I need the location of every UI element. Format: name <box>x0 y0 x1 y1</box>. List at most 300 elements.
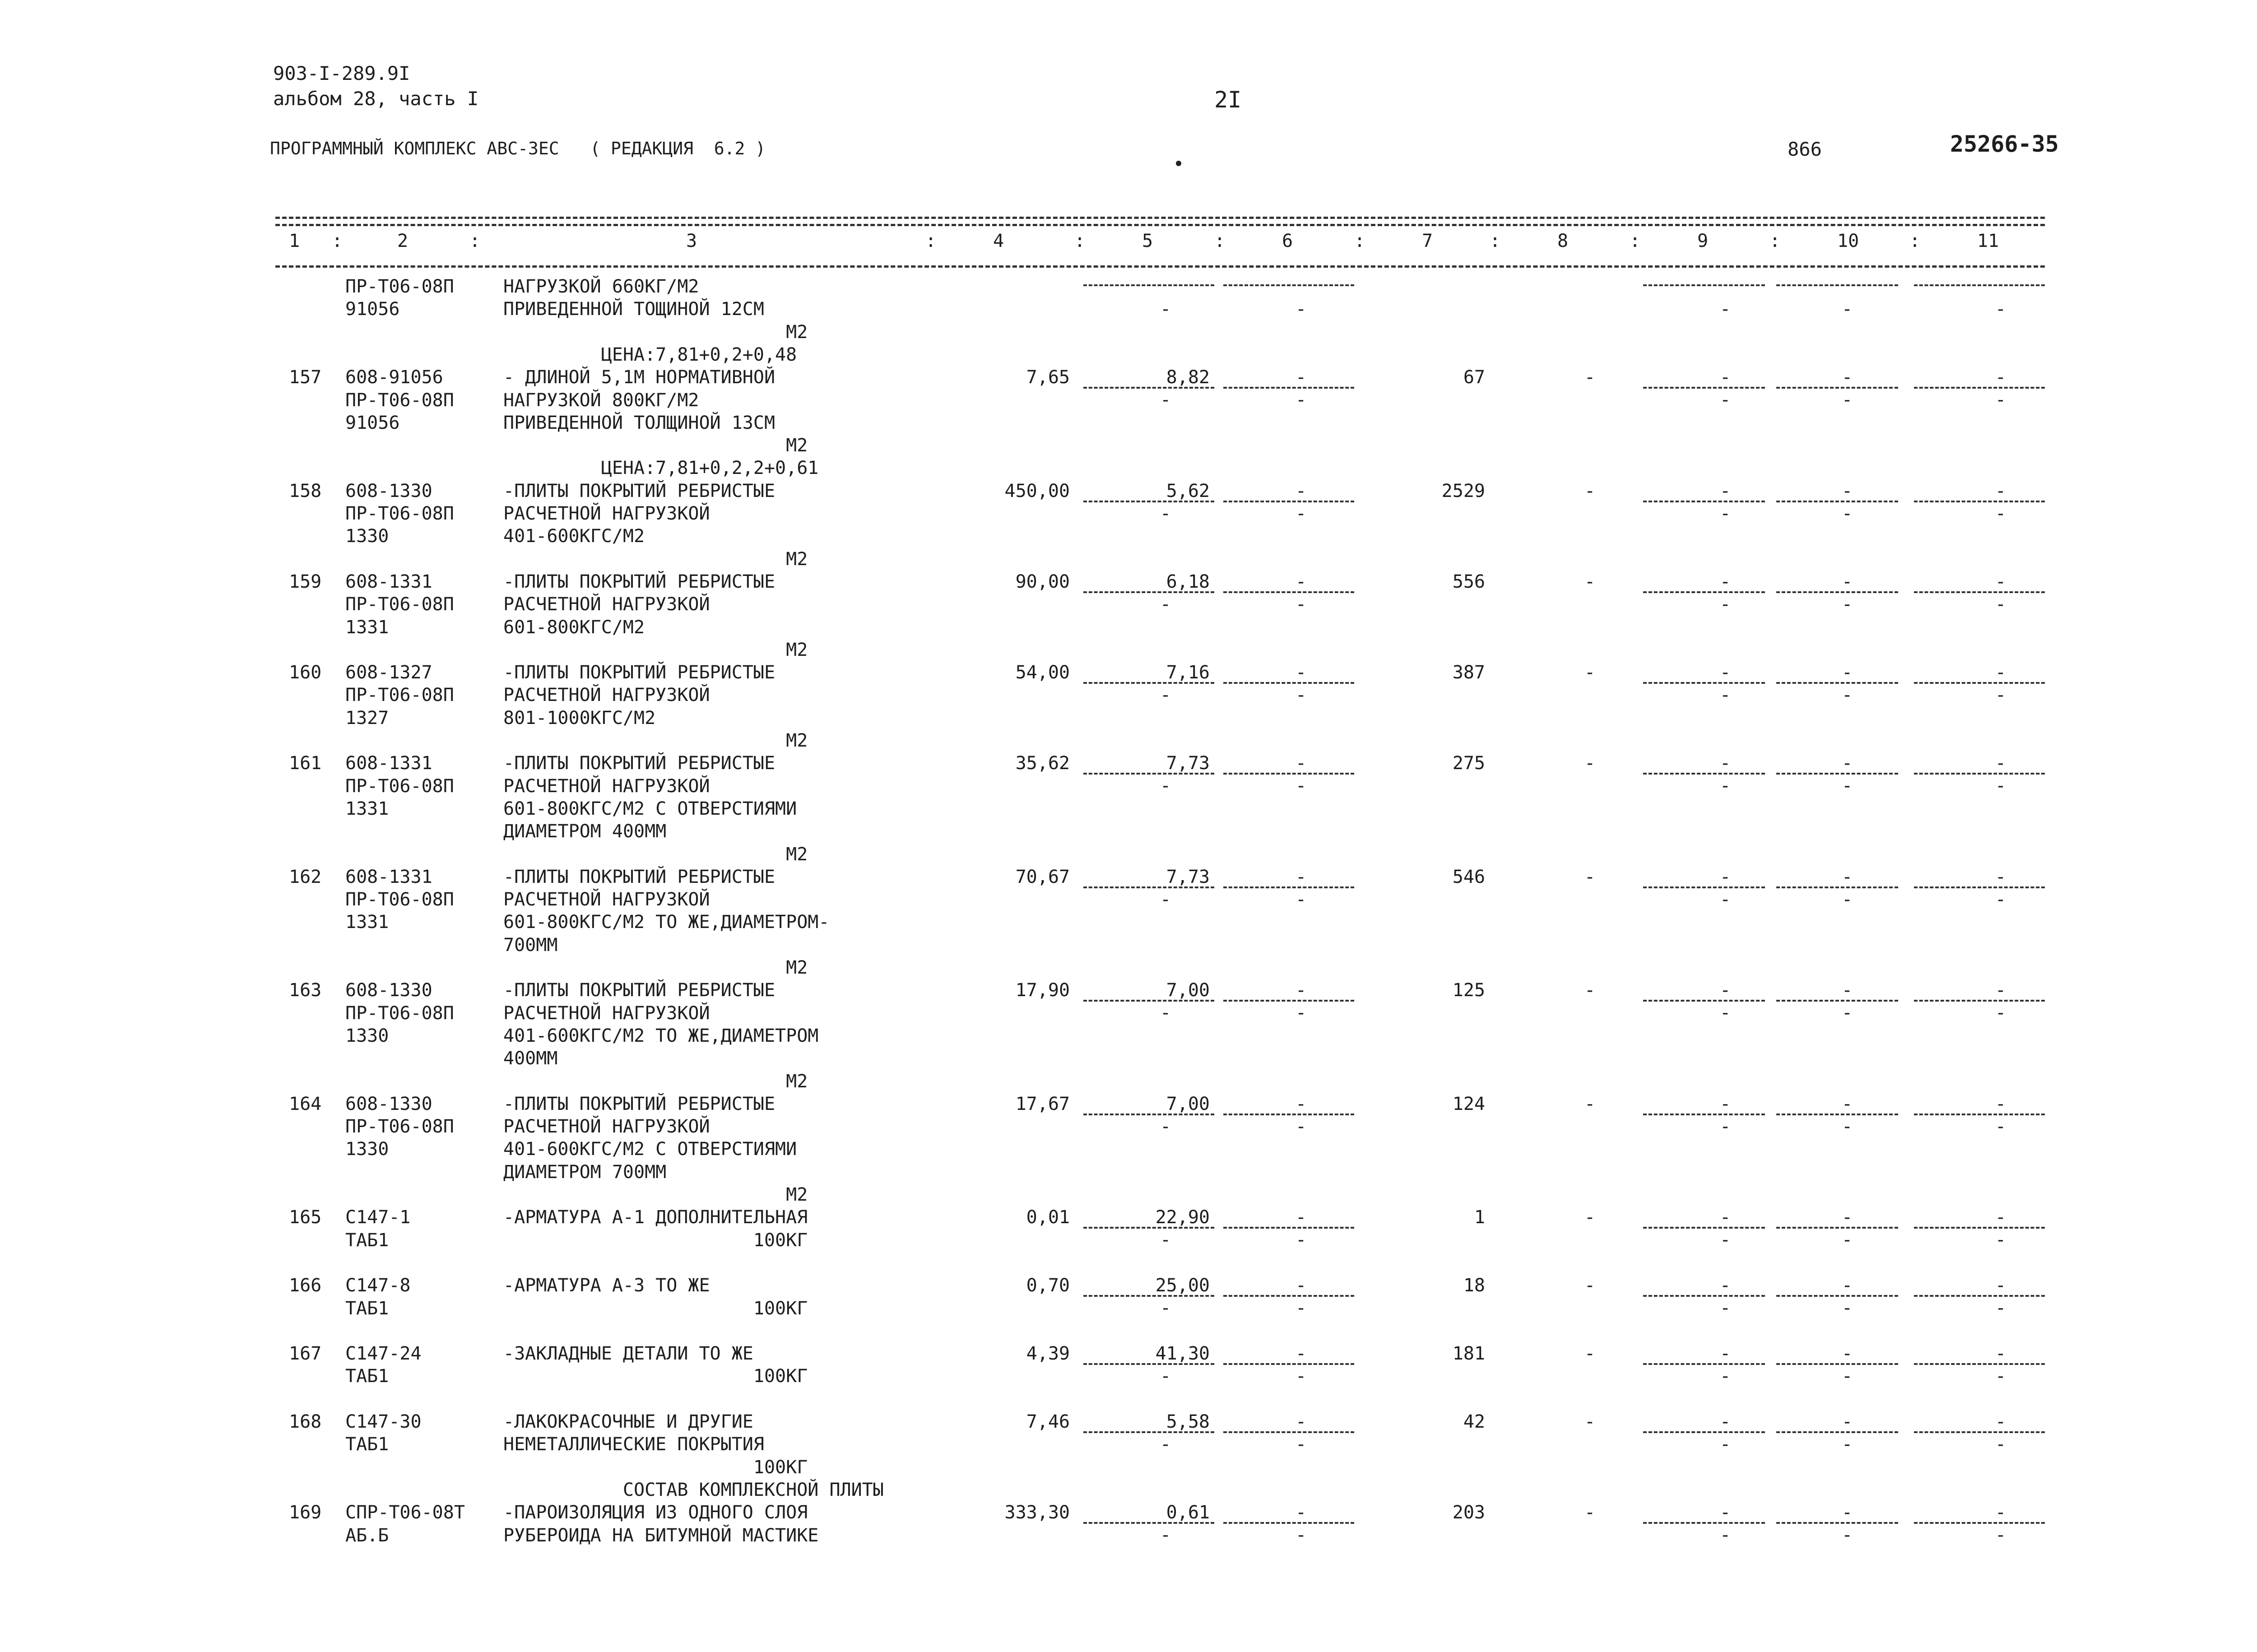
subtotal-rule <box>1643 284 1765 286</box>
row-number: 167 <box>289 1343 322 1364</box>
resource-description: 100КГ <box>503 1230 808 1251</box>
resource-code: 608-91056 <box>345 367 443 388</box>
sheet-code: 25266-35 <box>1950 131 2059 157</box>
subtotal-rule <box>1643 1227 1765 1229</box>
resource-code: 608-1331 <box>345 571 432 592</box>
row-number: 166 <box>289 1275 322 1296</box>
dash-mark: - <box>1720 1434 1731 1455</box>
dash-mark: - <box>1296 1230 1307 1251</box>
column-header-8: 8 <box>1557 231 1569 251</box>
column-header-5: 5 <box>1142 231 1153 251</box>
subtotal-rule <box>1643 387 1765 389</box>
column-8-value: - <box>1584 1502 1596 1523</box>
total-cost-value: 2529 <box>1441 481 1485 501</box>
dash-mark: - <box>1720 390 1731 411</box>
dash-mark: - <box>1720 594 1731 615</box>
dash-mark: - <box>1995 685 2006 706</box>
row-number: 163 <box>289 980 322 1001</box>
resource-code: ТАБ1 <box>345 1434 389 1455</box>
column-separator: : <box>1769 231 1781 251</box>
dash-mark: - <box>1160 594 1171 615</box>
resource-description: РАСЧЕТНОЙ НАГРУЗКОЙ <box>503 1116 710 1137</box>
resource-code: 608-1331 <box>345 753 432 774</box>
dash-mark: - <box>1720 1230 1731 1251</box>
resource-description: 100КГ <box>503 1366 808 1387</box>
column-separator: : <box>925 231 937 251</box>
column-separator: : <box>1490 231 1501 251</box>
subtotal-rule <box>1776 1000 1898 1002</box>
resource-description: М2 <box>503 435 808 456</box>
dash-mark: - <box>1995 1525 2006 1546</box>
resource-description: РАСЧЕТНОЙ НАГРУЗКОЙ <box>503 776 710 797</box>
resource-description: М2 <box>503 730 808 751</box>
resource-code: 91056 <box>345 299 400 320</box>
resource-code: ПР-Т06-08П <box>345 889 454 910</box>
row-number: 159 <box>289 571 322 592</box>
dash-mark: - <box>1296 1116 1307 1137</box>
dash-mark: - <box>1160 1230 1171 1251</box>
subtotal-rule <box>1776 591 1898 593</box>
dash-mark: - <box>1720 367 1731 388</box>
resource-code: ПР-Т06-08П <box>345 1116 454 1137</box>
dash-mark: - <box>1995 867 2006 887</box>
column-separator: : <box>1074 231 1086 251</box>
header-bottom-rule <box>275 265 2045 268</box>
resource-description: 100КГ <box>503 1298 808 1319</box>
resource-code: С147-1 <box>345 1207 411 1228</box>
dash-mark: - <box>1842 1002 1853 1024</box>
dash-mark: - <box>1842 1298 1853 1319</box>
subtotal-rule <box>1914 1114 2045 1115</box>
subtotal-rule <box>1083 1295 1214 1297</box>
quantity-value: 54,00 <box>1015 662 1070 683</box>
quantity-value: 17,90 <box>1015 980 1070 1001</box>
subtotal-rule <box>1223 682 1354 684</box>
dash-mark: - <box>1995 1502 2006 1523</box>
column-6-value: - <box>1296 753 1307 774</box>
dash-mark: - <box>1842 367 1853 388</box>
column-8-value: - <box>1584 367 1596 388</box>
subtotal-rule <box>1914 886 2045 888</box>
dash-mark: - <box>1160 299 1171 320</box>
resource-description: 700ММ <box>503 935 558 956</box>
dash-mark: - <box>1720 1275 1731 1296</box>
resource-code: 1330 <box>345 526 389 547</box>
column-6-value: - <box>1296 1207 1307 1228</box>
dash-mark: - <box>1842 1366 1853 1387</box>
column-8-value: - <box>1584 481 1596 501</box>
resource-description: 400ММ <box>503 1048 558 1069</box>
subtotal-rule <box>1223 1227 1354 1229</box>
total-cost-value: 67 <box>1463 367 1485 388</box>
unit-price-value: 22,90 <box>1155 1207 1210 1228</box>
quantity-value: 0,70 <box>1026 1275 1070 1296</box>
dash-mark: - <box>1995 1411 2006 1432</box>
resource-description: РАСЧЕТНОЙ НАГРУЗКОЙ <box>503 594 710 615</box>
subtotal-rule <box>1643 682 1765 684</box>
dash-mark: - <box>1842 1502 1853 1523</box>
dash-mark: - <box>1842 1434 1853 1455</box>
column-8-value: - <box>1584 867 1596 887</box>
quantity-value: 0,01 <box>1026 1207 1070 1228</box>
subtotal-rule <box>1776 1114 1898 1115</box>
resource-code: ПР-Т06-08П <box>345 685 454 705</box>
column-header-11: 11 <box>1977 231 1999 251</box>
dash-mark: - <box>1296 503 1307 524</box>
total-cost-value: 275 <box>1452 753 1485 774</box>
dash-mark: - <box>1160 775 1171 797</box>
dash-mark: - <box>1995 1343 2006 1364</box>
resource-description: 100КГ <box>503 1457 808 1478</box>
subtotal-rule <box>1914 1363 2045 1365</box>
dash-mark: - <box>1160 1116 1171 1137</box>
dash-mark: - <box>1842 1525 1853 1546</box>
column-8-value: - <box>1584 571 1596 592</box>
subtotal-rule <box>1643 1114 1765 1115</box>
dash-mark: - <box>1995 299 2006 320</box>
dash-mark: - <box>1296 889 1307 910</box>
subtotal-rule <box>1776 387 1898 389</box>
dash-mark: - <box>1720 1298 1731 1319</box>
dash-mark: - <box>1995 1230 2006 1251</box>
column-header-2: 2 <box>397 231 409 251</box>
subtotal-rule <box>1643 591 1765 593</box>
subtotal-rule <box>1643 886 1765 888</box>
subtotal-rule <box>1776 1363 1898 1365</box>
resource-description: -ПЛИТЫ ПОКРЫТИЙ РЕБРИСТЫЕ <box>503 481 776 501</box>
unit-price-value: 25,00 <box>1155 1275 1210 1296</box>
quantity-value: 450,00 <box>1004 481 1070 501</box>
dash-mark: - <box>1296 1298 1307 1319</box>
resource-description: -ПЛИТЫ ПОКРЫТИЙ РЕБРИСТЫЕ <box>503 571 776 592</box>
subtotal-rule <box>1776 1227 1898 1229</box>
dash-mark: - <box>1720 1094 1731 1114</box>
quantity-value: 17,67 <box>1015 1094 1070 1114</box>
resource-code: ТАБ1 <box>345 1366 389 1387</box>
dash-mark: - <box>1296 1002 1307 1024</box>
dash-mark: - <box>1720 662 1731 683</box>
column-separator: : <box>1214 231 1226 251</box>
subtotal-rule <box>1223 1000 1354 1002</box>
dash-mark: - <box>1296 299 1307 320</box>
subtotal-rule <box>1083 682 1214 684</box>
dash-mark: - <box>1296 775 1307 797</box>
row-number: 169 <box>289 1502 322 1523</box>
unit-price-value: 0,61 <box>1166 1502 1210 1523</box>
dash-mark: - <box>1842 1343 1853 1364</box>
dash-mark: - <box>1720 481 1731 501</box>
subtotal-rule <box>1223 886 1354 888</box>
dash-mark: - <box>1720 980 1731 1001</box>
dash-mark: - <box>1842 685 1853 706</box>
subtotal-rule <box>1643 1000 1765 1002</box>
column-8-value: - <box>1584 1411 1596 1432</box>
dash-mark: - <box>1842 1411 1853 1432</box>
column-header-1: 1 <box>289 231 300 251</box>
subtotal-rule <box>1914 1295 2045 1297</box>
row-number: 162 <box>289 867 322 887</box>
dash-mark: - <box>1160 503 1171 524</box>
row-number: 161 <box>289 753 322 774</box>
subtotal-rule <box>1776 886 1898 888</box>
dash-mark: - <box>1995 753 2006 774</box>
dash-mark: - <box>1842 481 1853 501</box>
subtotal-rule <box>1223 773 1354 775</box>
dash-mark: - <box>1995 503 2006 524</box>
column-header-9: 9 <box>1697 231 1709 251</box>
column-8-value: - <box>1584 1275 1596 1296</box>
resource-description: -АРМАТУРА А-1 ДОПОЛНИТЕЛЬНАЯ <box>503 1207 808 1228</box>
dash-mark: - <box>1995 1002 2006 1024</box>
dash-mark: - <box>1720 1502 1731 1523</box>
total-cost-value: 125 <box>1452 980 1485 1001</box>
resource-code: ТАБ1 <box>345 1298 389 1319</box>
quantity-value: 90,00 <box>1015 571 1070 592</box>
dash-mark: - <box>1720 571 1731 592</box>
dash-mark: - <box>1995 662 2006 683</box>
resource-code: 608-1331 <box>345 867 432 887</box>
dash-mark: - <box>1296 1525 1307 1546</box>
resource-description: -ПЛИТЫ ПОКРЫТИЙ РЕБРИСТЫЕ <box>503 753 776 774</box>
resource-description: 401-600КГС/М2 С ОТВЕРСТИЯМИ <box>503 1139 797 1160</box>
code-866: 866 <box>1788 138 1822 160</box>
resource-description: -ПАРОИЗОЛЯЦИЯ ИЗ ОДНОГО СЛОЯ <box>503 1502 808 1523</box>
column-6-value: - <box>1296 481 1307 501</box>
subtotal-rule <box>1223 1114 1354 1115</box>
column-8-value: - <box>1584 1094 1596 1114</box>
dash-mark: - <box>1842 1116 1853 1137</box>
resource-description: 401-600КГС/М2 ТО ЖЕ,ДИАМЕТРОМ <box>503 1026 819 1046</box>
resource-code: ПР-Т06-08П <box>345 776 454 797</box>
dash-mark: - <box>1995 775 2006 797</box>
subtotal-rule <box>1223 1431 1354 1433</box>
total-cost-value: 546 <box>1452 867 1485 887</box>
column-8-value: - <box>1584 662 1596 683</box>
resource-code: ПР-Т06-08П <box>345 594 454 615</box>
resource-description: НАГРУЗКОЙ 800КГ/М2 <box>503 390 699 411</box>
table-top-rule-2 <box>275 224 2045 226</box>
column-6-value: - <box>1296 571 1307 592</box>
dash-mark: - <box>1842 753 1853 774</box>
dash-mark: - <box>1160 1002 1171 1024</box>
resource-code: СПР-Т06-08Т <box>345 1502 465 1523</box>
subtotal-rule <box>1914 1522 2045 1524</box>
dash-mark: - <box>1842 889 1853 910</box>
resource-description: М2 <box>503 844 808 865</box>
dash-mark: - <box>1842 662 1853 683</box>
subtotal-rule <box>1083 387 1214 389</box>
column-6-value: - <box>1296 1502 1307 1523</box>
dash-mark: - <box>1842 980 1853 1001</box>
dash-mark: - <box>1720 685 1731 706</box>
resource-description: ЦЕНА:7,81+0,2,2+0,61 <box>503 458 819 478</box>
column-header-7: 7 <box>1422 231 1433 251</box>
dash-mark: - <box>1842 571 1853 592</box>
resource-code: 608-1330 <box>345 1094 432 1114</box>
row-number: 158 <box>289 481 322 501</box>
resource-code: ПР-Т06-08П <box>345 276 454 297</box>
dash-mark: - <box>1842 594 1853 615</box>
dash-mark: - <box>1296 390 1307 411</box>
album-label: альбом 28, часть I <box>273 88 479 110</box>
subtotal-rule <box>1914 1431 2045 1433</box>
subtotal-rule <box>1083 1431 1214 1433</box>
unit-price-value: 7,73 <box>1166 867 1210 887</box>
subtotal-rule <box>1914 773 2045 775</box>
column-separator: : <box>1354 231 1365 251</box>
resource-code: 1331 <box>345 617 389 638</box>
resource-description: СОСТАВ КОМПЛЕКСНОЙ ПЛИТЫ <box>503 1480 884 1500</box>
resource-description: 601-800КГС/М2 ТО ЖЕ,ДИАМЕТРОМ- <box>503 912 830 933</box>
total-cost-value: 556 <box>1452 571 1485 592</box>
dash-mark: - <box>1995 1434 2006 1455</box>
subtotal-rule <box>1643 1295 1765 1297</box>
resource-description: РАСЧЕТНОЙ НАГРУЗКОЙ <box>503 503 710 524</box>
resource-description: ЦЕНА:7,81+0,2+0,48 <box>503 344 797 365</box>
resource-description: ПРИВЕДЕННОЙ ТОЩИНОЙ 12СМ <box>503 299 764 320</box>
subtotal-rule <box>1776 682 1898 684</box>
resource-description: ДИАМЕТРОМ 400ММ <box>503 821 667 842</box>
resource-description: -ПЛИТЫ ПОКРЫТИЙ РЕБРИСТЫЕ <box>503 1094 776 1114</box>
subtotal-rule <box>1223 591 1354 593</box>
resource-description: -АРМАТУРА А-3 ТО ЖЕ <box>503 1275 710 1296</box>
subtotal-rule <box>1083 1363 1214 1365</box>
resource-description: РАСЧЕТНОЙ НАГРУЗКОЙ <box>503 889 710 910</box>
resource-code: 91056 <box>345 413 400 433</box>
resource-description: -ПЛИТЫ ПОКРЫТИЙ РЕБРИСТЫЕ <box>503 867 776 887</box>
unit-price-value: 8,82 <box>1166 367 1210 388</box>
unit-price-value: 7,73 <box>1166 753 1210 774</box>
resource-code: ТАБ1 <box>345 1230 389 1251</box>
unit-price-value: 5,58 <box>1166 1411 1210 1432</box>
resource-description: М2 <box>503 549 808 570</box>
dash-mark: - <box>1995 980 2006 1001</box>
resource-description: -ПЛИТЫ ПОКРЫТИЙ РЕБРИСТЫЕ <box>503 980 776 1001</box>
resource-description: ДИАМЕТРОМ 700ММ <box>503 1162 667 1183</box>
subtotal-rule <box>1083 1000 1214 1002</box>
subtotal-rule <box>1776 501 1898 502</box>
dash-mark: - <box>1296 1366 1307 1387</box>
dash-mark: - <box>1160 685 1171 706</box>
quantity-value: 333,30 <box>1004 1502 1070 1523</box>
subtotal-rule <box>1083 1114 1214 1115</box>
resource-description: РАСЧЕТНОЙ НАГРУЗКОЙ <box>503 685 710 705</box>
column-6-value: - <box>1296 1343 1307 1364</box>
dash-mark: - <box>1160 1434 1171 1455</box>
unit-price-value: 7,00 <box>1166 1094 1210 1114</box>
dash-mark: - <box>1995 889 2006 910</box>
total-cost-value: 181 <box>1452 1343 1485 1364</box>
subtotal-rule <box>1776 773 1898 775</box>
column-6-value: - <box>1296 867 1307 887</box>
resource-description: М2 <box>503 1071 808 1092</box>
dash-mark: - <box>1995 367 2006 388</box>
dash-mark: - <box>1720 1343 1731 1364</box>
resource-code: 608-1330 <box>345 481 432 501</box>
resource-code: 1331 <box>345 798 389 819</box>
resource-description: -ЗАКЛАДНЫЕ ДЕТАЛИ ТО ЖЕ <box>503 1343 753 1364</box>
total-cost-value: 18 <box>1463 1275 1485 1296</box>
quantity-value: 35,62 <box>1015 753 1070 774</box>
subtotal-rule <box>1083 284 1214 286</box>
subtotal-rule <box>1643 773 1765 775</box>
row-number: 160 <box>289 662 322 683</box>
row-number: 164 <box>289 1094 322 1114</box>
dash-mark: - <box>1995 390 2006 411</box>
column-separator: : <box>1630 231 1641 251</box>
total-cost-value: 124 <box>1452 1094 1485 1114</box>
resource-description: 601-800КГС/М2 С ОТВЕРСТИЯМИ <box>503 798 797 819</box>
dash-mark: - <box>1842 299 1853 320</box>
subtotal-rule <box>1914 682 2045 684</box>
resource-description: М2 <box>503 957 808 978</box>
unit-price-value: 5,62 <box>1166 481 1210 501</box>
column-6-value: - <box>1296 1411 1307 1432</box>
subtotal-rule <box>1776 1431 1898 1433</box>
resource-code: 1330 <box>345 1026 389 1046</box>
resource-code: 1331 <box>345 912 389 933</box>
dash-mark: - <box>1842 1094 1853 1114</box>
page-number: 2I <box>1214 87 1242 113</box>
dash-mark: - <box>1995 1116 2006 1137</box>
subtotal-rule <box>1083 1522 1214 1524</box>
dash-mark: - <box>1296 1434 1307 1455</box>
dash-mark: - <box>1160 1525 1171 1546</box>
quantity-value: 70,67 <box>1015 867 1070 887</box>
column-separator: : <box>469 231 481 251</box>
dash-mark: - <box>1160 1366 1171 1387</box>
subtotal-rule <box>1914 591 2045 593</box>
column-6-value: - <box>1296 980 1307 1001</box>
dash-mark: - <box>1842 775 1853 797</box>
quantity-value: 4,39 <box>1026 1343 1070 1364</box>
dash-mark: - <box>1720 1002 1731 1024</box>
resource-description: -ПЛИТЫ ПОКРЫТИЙ РЕБРИСТЫЕ <box>503 662 776 683</box>
total-cost-value: 203 <box>1452 1502 1485 1523</box>
column-separator: : <box>332 231 343 251</box>
column-separator: : <box>1909 231 1921 251</box>
subtotal-rule <box>1223 501 1354 502</box>
dash-mark: - <box>1720 1366 1731 1387</box>
row-number: 157 <box>289 367 322 388</box>
dash-mark: - <box>1842 1275 1853 1296</box>
resource-code: С147-30 <box>345 1411 422 1432</box>
dash-mark: - <box>1720 1116 1731 1137</box>
subtotal-rule <box>1914 387 2045 389</box>
column-6-value: - <box>1296 662 1307 683</box>
dash-mark: - <box>1720 299 1731 320</box>
subtotal-rule <box>1643 1522 1765 1524</box>
column-header-10: 10 <box>1837 231 1859 251</box>
subtotal-rule <box>1223 1363 1354 1365</box>
subtotal-rule <box>1914 1000 2045 1002</box>
dash-mark: - <box>1842 1230 1853 1251</box>
quantity-value: 7,65 <box>1026 367 1070 388</box>
resource-code: АБ.Б <box>345 1525 389 1546</box>
dash-mark: - <box>1720 753 1731 774</box>
dash-mark: - <box>1842 867 1853 887</box>
dash-mark: - <box>1995 481 2006 501</box>
subtotal-rule <box>1914 284 2045 286</box>
dash-mark: - <box>1995 1094 2006 1114</box>
resource-code: С147-24 <box>345 1343 422 1364</box>
column-header-6: 6 <box>1282 231 1293 251</box>
doc-code: 903-I-289.9I <box>273 62 410 84</box>
subtotal-rule <box>1083 1227 1214 1229</box>
dash-mark: - <box>1160 390 1171 411</box>
dash-mark: - <box>1720 503 1731 524</box>
resource-description: М2 <box>503 322 808 343</box>
